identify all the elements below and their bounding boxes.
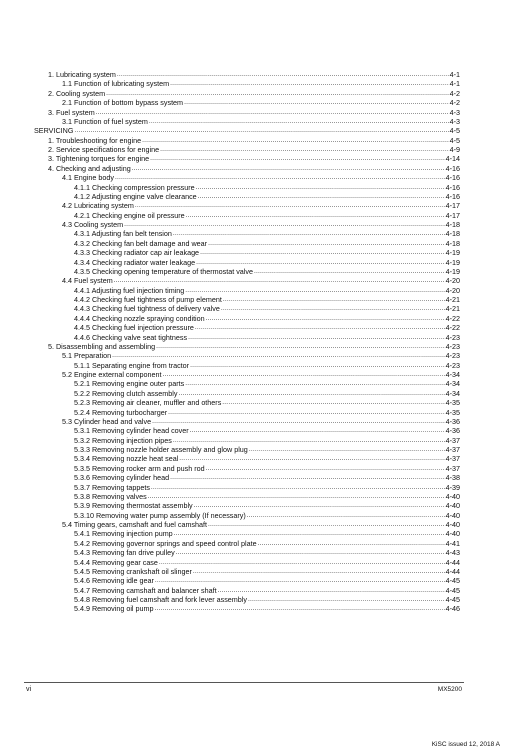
toc-dot-leader bbox=[186, 211, 445, 220]
toc-entry-title: 4.4.5 Checking fuel injection pressure bbox=[74, 323, 194, 333]
toc-entry-page: 4-23 bbox=[445, 351, 460, 361]
toc-entry-page: 4-23 bbox=[445, 360, 460, 370]
toc-entry-title: 5.4.3 Removing fan drive pulley bbox=[74, 548, 175, 558]
toc-entry-title: 5.3.2 Removing injection pipes bbox=[74, 435, 172, 445]
toc-entry-page: 4-23 bbox=[445, 341, 460, 351]
toc-entry-page: 4-37 bbox=[445, 454, 460, 464]
toc-entry-page: 4-40 bbox=[445, 501, 460, 511]
toc-entry-page: 4-18 bbox=[445, 238, 460, 248]
toc-dot-leader bbox=[206, 314, 445, 323]
toc-dot-leader bbox=[193, 567, 445, 576]
toc-dot-leader bbox=[247, 511, 445, 520]
toc-entry bbox=[34, 145, 460, 154]
toc-entry-page: 4-5 bbox=[449, 135, 460, 145]
toc-entry-title: 4.1 Engine body bbox=[62, 173, 114, 183]
toc-entry-title: 4.3 Cooling system bbox=[62, 220, 124, 229]
toc-entry-title: 5.2.1 Removing engine outer parts bbox=[74, 379, 185, 389]
toc-entry bbox=[34, 370, 460, 379]
toc-entry bbox=[34, 520, 460, 529]
toc-entry-title: 5.2.3 Removing air cleaner, muffler and others bbox=[74, 398, 222, 408]
toc-entry-title: 5.4.4 Removing gear case bbox=[74, 557, 158, 567]
toc-entry-page: 4-2 bbox=[449, 98, 460, 108]
toc-dot-leader bbox=[221, 304, 445, 313]
footer-divider bbox=[24, 682, 464, 683]
toc-entry bbox=[34, 604, 460, 613]
toc-entry-title: 4.4.3 Checking fuel tightness of delivery valve bbox=[74, 304, 220, 314]
toc-entry-page: 4-45 bbox=[445, 595, 460, 604]
toc-entry-page: 4-34 bbox=[445, 370, 460, 379]
toc-entry-title: 5.3.4 Removing nozzle heat seal bbox=[74, 454, 179, 464]
toc-entry-title: 5.4.2 Removing governor springs and speed control plate bbox=[74, 538, 257, 548]
toc-dot-leader bbox=[258, 539, 445, 548]
toc-dot-leader bbox=[218, 586, 445, 595]
toc-dot-leader bbox=[112, 351, 444, 360]
toc-entry-page: 4-19 bbox=[445, 257, 460, 267]
toc-entry-page: 4-44 bbox=[445, 566, 460, 576]
toc-entry-title: 5.4 Timing gears, camshaft and fuel camshaft bbox=[62, 520, 208, 529]
toc-entry-page: 4-2 bbox=[449, 88, 460, 98]
toc-entry bbox=[34, 229, 460, 238]
toc-entry bbox=[34, 426, 460, 435]
toc-entry bbox=[34, 342, 460, 351]
toc-entry-title: 5.3.6 Removing cylinder head bbox=[74, 473, 170, 483]
toc-dot-leader bbox=[149, 117, 449, 126]
toc-entry-page: 4-35 bbox=[445, 407, 460, 417]
toc-entry-page: 4-1 bbox=[449, 70, 460, 79]
toc-entry bbox=[34, 595, 460, 604]
toc-entry-title: 4.3.1 Adjusting fan belt tension bbox=[74, 229, 172, 239]
toc-entry-page: 4-39 bbox=[445, 482, 460, 492]
toc-entry-page: 4-37 bbox=[445, 445, 460, 454]
toc-entry-title: 5.4.5 Removing crankshaft oil slinger bbox=[74, 566, 192, 576]
toc-entry bbox=[34, 70, 460, 79]
toc-entry bbox=[34, 558, 460, 567]
toc-entry-page: 4-45 bbox=[445, 576, 460, 586]
toc-entry-page: 4-46 bbox=[445, 604, 460, 614]
toc-entry-page: 4-14 bbox=[445, 154, 460, 164]
toc-entry-title: 5.3 Cylinder head and valve bbox=[62, 416, 152, 426]
toc-dot-leader bbox=[173, 436, 445, 445]
toc-dot-leader bbox=[135, 201, 445, 210]
toc-entry-page: 4-21 bbox=[445, 304, 460, 314]
toc-entry bbox=[34, 586, 460, 595]
toc-entry bbox=[34, 323, 460, 332]
toc-dot-leader bbox=[174, 529, 445, 538]
toc-dot-leader bbox=[190, 426, 445, 435]
toc-dot-leader bbox=[117, 70, 449, 79]
toc-dot-leader bbox=[163, 370, 445, 379]
toc-entry bbox=[34, 473, 460, 482]
toc-dot-leader bbox=[184, 98, 449, 107]
toc-entry bbox=[34, 201, 460, 210]
toc-dot-leader bbox=[142, 136, 449, 145]
toc-dot-leader bbox=[124, 220, 444, 229]
toc-entry-title: 2.1 Function of bottom bypass system bbox=[62, 98, 184, 108]
toc-entry-title: 4.3.2 Checking fan belt damage and wear bbox=[74, 238, 208, 248]
toc-entry-page: 4-38 bbox=[445, 473, 460, 483]
toc-entry-title: 3. Tightening torques for engine bbox=[48, 154, 150, 164]
toc-entry bbox=[34, 295, 460, 304]
toc-dot-leader bbox=[208, 239, 445, 248]
toc-entry-page: 4-3 bbox=[449, 107, 460, 117]
toc-dot-leader bbox=[190, 361, 445, 370]
toc-entry bbox=[34, 136, 460, 145]
toc-dot-leader bbox=[173, 229, 445, 238]
toc-dot-leader bbox=[74, 126, 448, 135]
toc-dot-leader bbox=[196, 183, 445, 192]
toc-entry-title: 2. Service specifications for engine bbox=[48, 145, 160, 154]
toc-dot-leader bbox=[248, 595, 445, 604]
toc-entry-page: 4-34 bbox=[445, 379, 460, 389]
toc-entry bbox=[34, 548, 460, 557]
toc-entry bbox=[34, 183, 460, 192]
toc-dot-leader bbox=[222, 398, 444, 407]
toc-entry bbox=[34, 108, 460, 117]
toc-entry bbox=[34, 408, 460, 417]
toc-dot-leader bbox=[156, 342, 445, 351]
toc-entry-title: 5.2 Engine external component bbox=[62, 370, 162, 379]
toc-dot-leader bbox=[198, 192, 445, 201]
toc-entry-title: 5.3.3 Removing nozzle holder assembly and glow plug bbox=[74, 445, 248, 454]
toc-entry-title: 4.4.4 Checking nozzle spraying condition bbox=[74, 313, 205, 323]
toc-dot-leader bbox=[194, 501, 445, 510]
toc-entry-title: 1. Troubleshooting for engine bbox=[48, 135, 142, 145]
toc-entry bbox=[34, 173, 460, 182]
toc-entry-title: 5.4.8 Removing fuel camshaft and fork lever assembly bbox=[74, 595, 247, 604]
toc-entry-title: 5.3.10 Removing water pump assembly (If necessary) bbox=[74, 510, 246, 520]
toc-entry-page: 4-16 bbox=[445, 163, 460, 173]
toc-entry bbox=[34, 389, 460, 398]
toc-entry bbox=[34, 464, 460, 473]
toc-entry bbox=[34, 276, 460, 285]
toc-dot-leader bbox=[150, 154, 445, 163]
toc-dot-leader bbox=[114, 276, 445, 285]
toc-entry-title: 4.4.2 Checking fuel tightness of pump element bbox=[74, 295, 222, 304]
toc-entry-page: 4-36 bbox=[445, 416, 460, 426]
toc-entry-page: 4-23 bbox=[445, 332, 460, 342]
toc-entry-title: 5.4.9 Removing oil pump bbox=[74, 604, 154, 614]
toc-entry-title: 1.1 Function of lubricating system bbox=[62, 79, 170, 89]
toc-entry bbox=[34, 192, 460, 201]
toc-dot-leader bbox=[155, 576, 445, 585]
toc-dot-leader bbox=[159, 558, 445, 567]
toc-dot-leader bbox=[208, 520, 445, 529]
toc-dot-leader bbox=[155, 604, 445, 613]
toc-entry bbox=[34, 154, 460, 163]
toc-entry bbox=[34, 98, 460, 107]
toc-entry-page: 4-19 bbox=[445, 248, 460, 258]
toc-entry bbox=[34, 239, 460, 248]
toc-dot-leader bbox=[170, 473, 445, 482]
toc-entry bbox=[34, 117, 460, 126]
toc-entry-title: 5.3.1 Removing cylinder head cover bbox=[74, 426, 189, 436]
toc-entry-title: 3.1 Function of fuel system bbox=[62, 116, 148, 126]
toc-dot-leader bbox=[168, 408, 445, 417]
toc-entry-title: 5.1.1 Separating engine from tractor bbox=[74, 360, 190, 370]
toc-entry bbox=[34, 361, 460, 370]
toc-entry-page: 4-36 bbox=[445, 426, 460, 436]
toc-dot-leader bbox=[185, 379, 444, 388]
toc-entry-page: 4-20 bbox=[445, 285, 460, 295]
toc-entry-title: 4.4.6 Checking valve seat tightness bbox=[74, 332, 188, 342]
toc-entry-page: 4-18 bbox=[445, 229, 460, 239]
toc-entry bbox=[34, 492, 460, 501]
toc-entry-title: 4.3.4 Checking radiator water leakage bbox=[74, 257, 196, 267]
toc-entry bbox=[34, 501, 460, 510]
toc-entry bbox=[34, 539, 460, 548]
toc-entry-page: 4-16 bbox=[445, 191, 460, 201]
toc-entry-title: 4. Checking and adjusting bbox=[48, 163, 131, 173]
toc-entry-title: 5.3.9 Removing thermostat assembly bbox=[74, 501, 193, 511]
toc-dot-leader bbox=[115, 173, 445, 182]
toc-entry bbox=[34, 79, 460, 88]
toc-entry-page: 4-17 bbox=[445, 201, 460, 211]
toc-dot-leader bbox=[152, 417, 445, 426]
toc-entry-page: 4-43 bbox=[445, 548, 460, 558]
footer-model: MX5200 bbox=[437, 686, 462, 693]
issue-note: KiSC issued 12, 2018 A bbox=[431, 741, 500, 748]
toc-entry bbox=[34, 379, 460, 388]
toc-dot-leader bbox=[106, 89, 448, 98]
toc-entry-page: 4-40 bbox=[445, 510, 460, 520]
toc-entry-page: 4-18 bbox=[445, 220, 460, 229]
toc-entry bbox=[34, 417, 460, 426]
toc-entry-page: 4-16 bbox=[445, 173, 460, 183]
toc-entry bbox=[34, 220, 460, 229]
toc-entry bbox=[34, 529, 460, 538]
toc-entry-title: 4.1.2 Adjusting engine valve clearance bbox=[74, 191, 197, 201]
toc-entry-page: 4-19 bbox=[445, 266, 460, 276]
toc-entry-title: 5. Disassembling and assembling bbox=[48, 341, 156, 351]
toc-entry-title: 5.3.7 Removing tappets bbox=[74, 482, 150, 492]
toc-dot-leader bbox=[223, 295, 445, 304]
toc-entry-page: 4-16 bbox=[445, 182, 460, 192]
toc-dot-leader bbox=[249, 445, 445, 454]
toc-entry-page: 4-40 bbox=[445, 520, 460, 529]
toc-entry bbox=[34, 211, 460, 220]
toc-entry bbox=[34, 267, 460, 276]
toc-entry-title: 5.4.7 Removing camshaft and balancer shaft bbox=[74, 585, 217, 595]
toc-entry-page: 4-9 bbox=[449, 145, 460, 154]
toc-entry-page: 4-21 bbox=[445, 295, 460, 304]
toc-entry-title: 4.3.3 Checking radiator cap air leakage bbox=[74, 248, 200, 258]
toc-dot-leader bbox=[170, 79, 449, 88]
toc-entry-page: 4-41 bbox=[445, 538, 460, 548]
toc-entry-page: 4-37 bbox=[445, 463, 460, 473]
toc-entry-page: 4-40 bbox=[445, 491, 460, 501]
toc-dot-leader bbox=[178, 389, 444, 398]
toc-entry bbox=[34, 454, 460, 463]
table-of-contents bbox=[34, 70, 460, 614]
toc-entry-title: 2. Cooling system bbox=[48, 88, 106, 98]
toc-entry bbox=[34, 351, 460, 360]
toc-entry bbox=[34, 567, 460, 576]
toc-dot-leader bbox=[179, 454, 444, 463]
toc-entry-title: 5.4.1 Removing injection pump bbox=[74, 529, 173, 539]
footer-page-number: vi bbox=[26, 686, 32, 693]
toc-dot-leader bbox=[160, 145, 449, 154]
toc-entry bbox=[34, 248, 460, 257]
toc-entry-title: 1. Lubricating system bbox=[48, 70, 116, 79]
toc-entry-page: 4-34 bbox=[445, 388, 460, 398]
toc-entry-title: 4.2 Lubricating system bbox=[62, 201, 134, 211]
toc-entry-page: 4-20 bbox=[445, 276, 460, 286]
toc-entry-page: 4-1 bbox=[449, 79, 460, 89]
toc-entry-title: 5.2.2 Removing clutch assembly bbox=[74, 388, 178, 398]
toc-entry-title: 5.3.5 Removing rocker arm and push rod bbox=[74, 463, 205, 473]
toc-entry-page: 4-5 bbox=[449, 126, 460, 136]
toc-entry-page: 4-17 bbox=[445, 210, 460, 220]
toc-entry-title: 5.1 Preparation bbox=[62, 351, 112, 361]
toc-dot-leader bbox=[148, 492, 445, 501]
toc-dot-leader bbox=[185, 286, 444, 295]
toc-dot-leader bbox=[200, 248, 445, 257]
toc-entry bbox=[34, 436, 460, 445]
toc-dot-leader bbox=[176, 548, 445, 557]
toc-entry bbox=[34, 576, 460, 585]
toc-entry-title: 3. Fuel system bbox=[48, 107, 95, 117]
toc-entry-page: 4-22 bbox=[445, 323, 460, 333]
toc-entry bbox=[34, 89, 460, 98]
toc-dot-leader bbox=[196, 258, 445, 267]
toc-dot-leader bbox=[254, 267, 445, 276]
toc-entry bbox=[34, 398, 460, 407]
toc-entry-title: 5.3.8 Removing valves bbox=[74, 491, 147, 501]
toc-entry-page: 4-3 bbox=[449, 116, 460, 126]
toc-dot-leader bbox=[195, 323, 445, 332]
toc-entry-page: 4-35 bbox=[445, 398, 460, 408]
toc-entry bbox=[34, 258, 460, 267]
toc-entry-title: 4.1.1 Checking compression pressure bbox=[74, 182, 195, 192]
toc-entry-title: SERVICING bbox=[34, 126, 74, 136]
toc-entry-page: 4-40 bbox=[445, 529, 460, 539]
toc-entry bbox=[34, 483, 460, 492]
toc-entry-title: 4.3.5 Checking opening temperature of thermostat valve bbox=[74, 266, 253, 276]
toc-dot-leader bbox=[206, 464, 445, 473]
toc-entry-page: 4-44 bbox=[445, 557, 460, 567]
toc-entry bbox=[34, 126, 460, 135]
toc-entry bbox=[34, 445, 460, 454]
toc-dot-leader bbox=[188, 333, 445, 342]
toc-entry bbox=[34, 333, 460, 342]
toc-dot-leader bbox=[151, 483, 445, 492]
toc-entry bbox=[34, 314, 460, 323]
toc-dot-leader bbox=[96, 108, 449, 117]
toc-entry-title: 4.2.1 Checking engine oil pressure bbox=[74, 210, 185, 220]
toc-entry-title: 4.4 Fuel system bbox=[62, 276, 113, 286]
toc-dot-leader bbox=[132, 164, 445, 173]
toc-entry-title: 5.4.6 Removing idle gear bbox=[74, 576, 154, 586]
toc-entry bbox=[34, 511, 460, 520]
toc-entry-page: 4-37 bbox=[445, 435, 460, 445]
toc-entry-title: 4.4.1 Adjusting fuel injection timing bbox=[74, 285, 185, 295]
toc-entry bbox=[34, 164, 460, 173]
toc-entry bbox=[34, 286, 460, 295]
toc-entry bbox=[34, 304, 460, 313]
toc-entry-page: 4-22 bbox=[445, 313, 460, 323]
toc-entry-page: 4-45 bbox=[445, 585, 460, 595]
toc-entry-title: 5.2.4 Removing turbocharger bbox=[74, 407, 168, 417]
